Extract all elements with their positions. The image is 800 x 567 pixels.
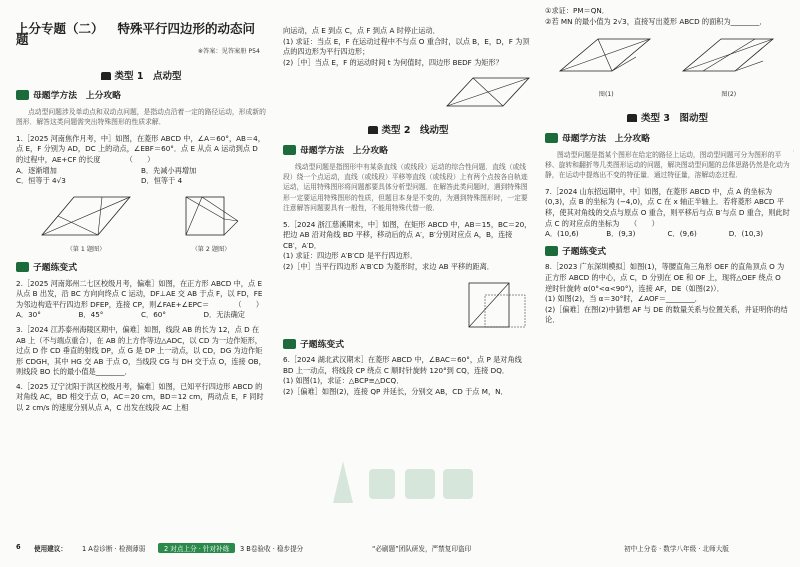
subtopic-heading: 子题练变式: [545, 246, 790, 258]
option: C．60°: [141, 310, 166, 320]
study-step-2: 2 对点上分 · 针对补练: [158, 543, 235, 553]
option: A．(10,6): [545, 229, 579, 239]
question-2: 2.［2025 河南郑州二七区校级月考，偏难］如图，在正方形 ABCD 中，点 E 从点 B 出发，沿 BC 方向向终点 C 运动，DF⊥AE 交 AB 于点 F，以 FD，FE 为邻边构造平行四边形 DFEP，连接 CP，则∠FAE+∠EPC＝ （ ）: [16, 278, 264, 309]
option: B．先减小再增加: [141, 165, 197, 175]
question-1-options: [16, 166, 266, 187]
question-1: 1.［2025 河南焦作月考，中］如图，在菱形 ABCD 中，∠A＝60°，AB＝4，点 E，F 分别为 AD，DC 上的动点，∠EBF＝60°．点 E 从点 A 运动到点 D 的过程中，AE+CF 的长度 （ ）: [16, 133, 265, 164]
page-title: 上分专题（二） 特殊平行四边形的动态问题: [16, 21, 256, 47]
question-6-part-2b: ②若 MN 的最小值为 2√3，直接写出菱形 ABCD 的面积为________．: [545, 16, 767, 26]
type-3-heading: 类型 3 图动型: [545, 114, 790, 125]
question-7-options: [545, 229, 790, 240]
question-8: 8.［2023 广东深圳模拟］如图(1)，等腰直角三角形 OEF 的直角顶点 O 为正方形 ABCD 的中心，点 C，D 分别在 OE 和 OF 上，现将△OEF 绕点 O 逆时针旋转 α(0°<α<90°)，连接 AF，DE（如图(2)）．: [545, 262, 785, 293]
page-footer: [0, 543, 800, 557]
option: D．恒等于 4: [141, 176, 183, 186]
question-8-part-1: (1) 如图(2)，当 α＝30°时，∠AOF＝________．: [545, 294, 702, 304]
method-text: 图动型问题是指某个图形在给定的路径上运动，图动型问题可分为图形的平移、旋转和翻折等几类图形运动的问题，解决图动型问题的总体思路仍然是化动为静，在运动中提炼出不变的特征量．通过特征量，溶解动态过程．: [545, 150, 790, 180]
figure-row-1: [16, 191, 266, 256]
question-5: 5.［2024 浙江慈溪期末，中］如图，在矩形 ABCD 中，AB＝15，BC＝20，把边 AB 沿对角线 BD 平移，移动后的点 A′，B′分别对应点 A，B，连接 CB′，A′D．: [283, 219, 532, 250]
question-6: 6.［2024 湖北武汉期末］在菱形 ABCD 中，∠BAC＝60°，点 P 是对角线 BD 上一动点，将线段 CP 绕点 C 顺时针旋转 120°到 CQ，连接 DQ．: [283, 355, 522, 375]
option: A．30°: [16, 310, 41, 320]
question-3: 3.［2024 江苏泰州海陵区期中，偏难］如图，线段 AB 的长为 12，点 D 在 AB 上（不与端点重合），在 AB 的上方作等边△ADC，以 CD 为一边作矩形，过点 D 作 CD 垂直的射线 DP，点 G 是 DP 上一动点，以 CD，DG 为边作矩形 CDGH，其中 HG 交 AB 于点 O，当线段 CG 与 DH 交于点 O，连接 OB，则线段 BO 长的最小值是________．: [16, 324, 266, 377]
method-text: 线动型问题是指图形中有某条直线（或线段）运动的综合性问题．直线（或线段）绕一个点运动，直线（或线段）平移等直线（或线段）上有两个点按各自轨迹运动，运用特殊图形将问题都要具体分析型问题．在解答此类问题时，遇到特殊图形一定要运用特殊图形的性质，但题目本身是不变的，为遇到特殊图形时，一定要注意解答问题要具有一般性，不能用特殊代替一般．: [283, 162, 528, 213]
question-4-continued: 向运动，点 E 到点 C，点 F 到点 A 时停止运动．: [283, 26, 440, 35]
method-heading: 母题学方法 上分攻略: [283, 145, 533, 157]
method-icon: [283, 145, 296, 155]
question-6-part-1: (1) 如图(1)，求证：△BCP≌△DCQ．: [283, 376, 404, 386]
middle-column: [283, 26, 533, 398]
question-2-options: [16, 310, 266, 321]
question-4-part-2: (2)［中］当点 E，F 的运动时间 t 为何值时，四边形 BEDF 为矩形？: [283, 57, 503, 67]
parallelogram-figure: [443, 72, 533, 112]
figure-6-1: 图(1): [556, 31, 656, 100]
rhombus-rotation-figure: [556, 31, 656, 85]
book-icon: [368, 126, 378, 134]
footer-center-note: “必刷题”团队研发，严禁复印盗印: [372, 545, 472, 553]
method-heading: 母题学方法 上分攻略: [545, 133, 790, 145]
square-figure: [176, 191, 246, 241]
option: B．45°: [78, 310, 104, 320]
question-6-figures: [545, 31, 790, 100]
question-5-part-2: (2)［中］当平行四边形 A′B′CD 为菱形时，求边 AB 平移的距离．: [283, 261, 494, 271]
option: D．无法确定: [203, 310, 245, 320]
type-2-heading: 类型 2 线动型: [283, 126, 533, 137]
study-step-1: 1 A卷诊断 · 检测薄弱: [82, 545, 146, 553]
left-column: [16, 0, 266, 414]
question-5-part-1: (1) 求证：四边形 A′B′CD 是平行四边形．: [283, 251, 418, 261]
book-icon: [627, 114, 637, 122]
subtopic-heading: 子题练变式: [16, 262, 266, 274]
book-icon: [101, 72, 111, 80]
option: C．恒等于 4√3: [16, 176, 66, 186]
question-4: 4.［2025 辽宁沈阳于洪区校级月考，偏难］如图，已知平行四边形 ABCD 的对角线 AC，BD 相交于点 O，AC＝20 cm，BD＝12 cm，两动点 E，F 同时以 2 cm/s 的速度分别从点 A，C 出发在线段 AC 上相: [16, 381, 264, 413]
type-1-heading: 类型 1 点动型: [16, 72, 266, 83]
option: A．逐渐增加: [16, 165, 57, 175]
practice-icon: [545, 246, 558, 256]
question-7: 7.［2024 山东招远期中，中］如图，在菱形 ABCD 中，点 A 的坐标为 (0,3)，点 B 的坐标为 (−4,0)，点 C 在 x 轴正半轴上．若将菱形 ABCD 平移，使其对角线的交点与原点 O 重合，则平移后与点 B′与点 D 重合，则此时点 C 的对应点的坐标为 （ ）: [545, 186, 790, 228]
question-8-part-2: (2)［偏难］在图(2)中猜想 AF 与 DE 的数量关系与位置关系，并证明你的结论．: [545, 304, 788, 325]
method-text: 点动型问题涉及单动点和双动点问题，是指动点沿着一定的路径运动，形成新的图形．解答这类问题需突出特殊图形的性质求解．: [16, 107, 266, 127]
question-6-part-2a: ①求证：PM＝QN．: [545, 6, 609, 15]
option: D．(10,3): [728, 229, 764, 239]
rectangle-figure: [463, 277, 533, 333]
answer-reference: ※答案：见答案册 P54: [197, 48, 260, 56]
option: B．(9,3): [606, 229, 636, 239]
side-margin-mark: ·: [789, 150, 796, 152]
subtopic-heading: 子题练变式: [283, 339, 533, 351]
study-tip-label: 使用建议：: [34, 545, 67, 553]
question-4-figure: [283, 72, 533, 112]
practice-icon: [16, 262, 29, 272]
figure-1: （第 1 题图）: [36, 191, 136, 256]
question-5-figure: [283, 277, 533, 333]
page-number: 6: [16, 543, 21, 551]
method-icon: [545, 133, 558, 143]
right-column: [545, 6, 790, 326]
figure-2: （第 2 题图）: [176, 191, 246, 256]
study-step-3: 3 B卷验收 · 稳步提分: [240, 545, 304, 553]
rhombus-rotation-figure-2: [679, 31, 779, 85]
question-6-part-2: (2)［偏难］如图(2)，连接 QP 并延长，分别交 AB，CD 于点 M，N．: [283, 386, 508, 396]
watermark-logo: [313, 455, 483, 509]
rhombus-figure: [36, 191, 136, 241]
figure-6-2: 图(2): [679, 31, 779, 100]
method-icon: [16, 90, 29, 100]
book-series: 初中上分卷 · 数学八年级 · 北师大版: [624, 545, 729, 553]
practice-icon: [283, 339, 296, 349]
question-4-part-1: (1) 求证：当点 E，F 在运动过程中不与点 O 重合时，以点 B，E，D，F 为顶点的四边形为平行四边形；: [283, 36, 530, 57]
option: C．(9,6): [667, 229, 697, 239]
method-heading: 母题学方法 上分攻略: [16, 90, 266, 102]
